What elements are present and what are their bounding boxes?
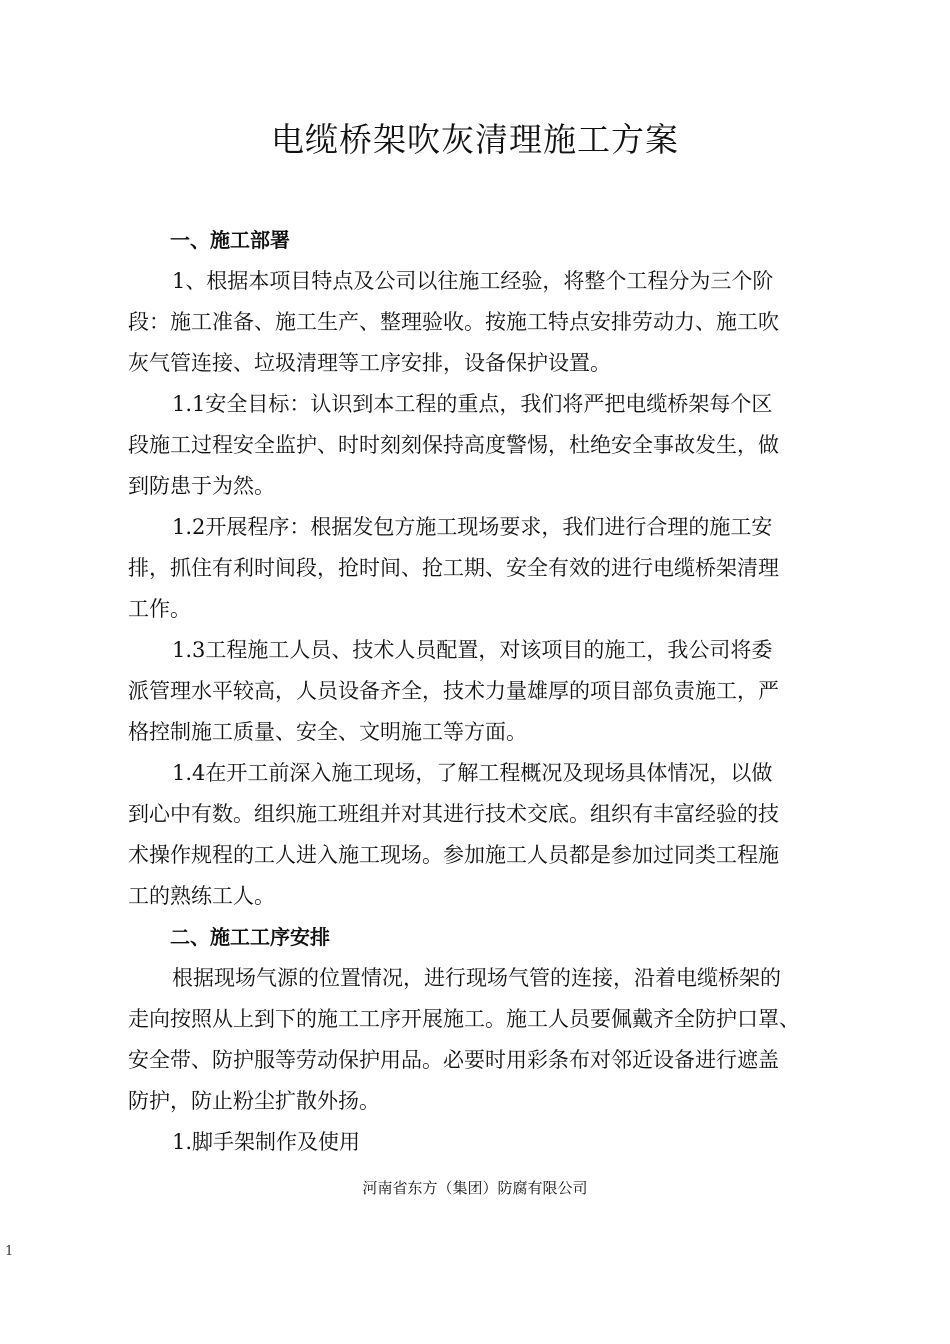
text-line: 工作。 [128,597,191,621]
text-line: 段：施工准备、施工生产、整理验收。按施工特点安排劳动力、施工吹 [128,310,779,334]
document-title: 电缆桥架吹灰清理施工方案 [271,120,679,159]
text-line: 走向按照从上到下的施工工序开展施工。施工人员要佩戴齐全防护口罩、 [128,1007,800,1031]
text-line: 派管理水平较高，人员设备齐全，技术力量雄厚的项目部负责施工，严 [128,679,779,703]
text-line: 到防患于为然。 [128,474,275,498]
text-line: 1.1安全目标：认识到本工程的重点，我们将严把电缆桥架每个区 [172,392,773,416]
text-line: 术操作规程的工人进入施工现场。参加施工人员都是参加过同类工程施 [128,843,779,867]
page-footer: 河南省东方（集团）防腐有限公司 [362,1179,588,1197]
text-line: 根据现场气源的位置情况，进行现场气管的连接，沿着电缆桥架的 [172,966,781,990]
text-line: 安全带、防护服等劳动保护用品。必要时用彩条布对邻近设备进行遮盖 [128,1048,779,1072]
text-line: 格控制施工质量、安全、文明施工等方面。 [128,720,527,744]
section-heading: 二、施工工序安排 [170,925,330,949]
text-line: 工的熟练工人。 [128,884,275,908]
page-number: 1 [5,1244,14,1259]
text-line: 到心中有数。组织施工班组并对其进行技术交底。组织有丰富经验的技 [128,802,779,826]
section-heading: 一、施工部署 [170,228,290,252]
text-line: 防护，防止粉尘扩散外扬。 [128,1089,380,1113]
document-body [128,220,824,1163]
text-line: 1、根据本项目特点及公司以往施工经验，将整个工程分为三个阶 [172,269,774,293]
text-line: 灰气管连接、垃圾清理等工序安排，设备保护设置。 [128,351,611,375]
text-line: 1.脚手架制作及使用 [172,1130,361,1154]
text-line: 1.3工程施工人员、技术人员配置，对该项目的施工，我公司将委 [172,638,773,662]
text-line: 1.4在开工前深入施工现场，了解工程概况及现场具体情况，以做 [172,761,773,785]
text-line: 段施工过程安全监护、时时刻刻保持高度警惕，杜绝安全事故发生，做 [128,433,779,457]
text-line: 排，抓住有利时间段，抢时间、抢工期、安全有效的进行电缆桥架清理 [128,556,779,580]
text-line: 1.2开展程序：根据发包方施工现场要求，我们进行合理的施工安 [172,515,773,539]
